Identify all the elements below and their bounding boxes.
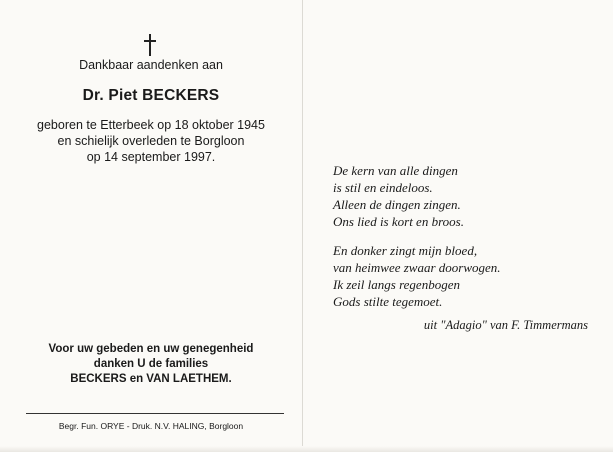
poem-line: Gods stilte tegemoet. <box>333 294 443 309</box>
poem-line: De kern van alle dingen <box>333 163 458 178</box>
poem-attribution: uit "Adagio" van F. Timmermans <box>423 318 588 332</box>
poem-stanza-1 <box>333 162 593 230</box>
poem-line: is stil en eindeloos. <box>333 180 433 195</box>
poem <box>333 162 593 322</box>
deceased-name: Dr. Piet BECKERS <box>82 87 220 104</box>
cross-icon <box>143 34 157 56</box>
birth-death-line: geboren te Etterbeek op 18 oktober 1945 <box>37 118 265 132</box>
thanks-text <box>0 342 302 387</box>
poem-stanza-2 <box>333 242 593 310</box>
birth-death-line: en schielijk overleden te Borgloon <box>57 134 245 148</box>
divider <box>26 413 284 414</box>
thanks-line: BECKERS en VAN LAETHEM. <box>70 373 232 385</box>
thanks-line: danken U de families <box>93 358 209 370</box>
poem-line: Ik zeil langs regenbogen <box>333 277 460 292</box>
thanks-line: Voor uw gebeden en uw genegenheid <box>48 343 254 355</box>
poem-line: Ons lied is kort en broos. <box>333 214 464 229</box>
birth-death-text <box>0 117 302 165</box>
poem-line: Alleen de dingen zingen. <box>333 197 461 212</box>
left-panel <box>0 0 302 452</box>
dedication-text: Dankbaar aandenken aan <box>79 58 223 72</box>
poem-line: En donker zingt mijn bloed, <box>333 243 478 258</box>
printer-credit: Begr. Fun. ORYE - Druk. N.V. HALING, Borgloon <box>58 421 244 431</box>
fold-line <box>302 0 303 452</box>
poem-line: van heimwee zwaar doorwogen. <box>333 260 501 275</box>
birth-death-line: op 14 september 1997. <box>86 150 216 164</box>
